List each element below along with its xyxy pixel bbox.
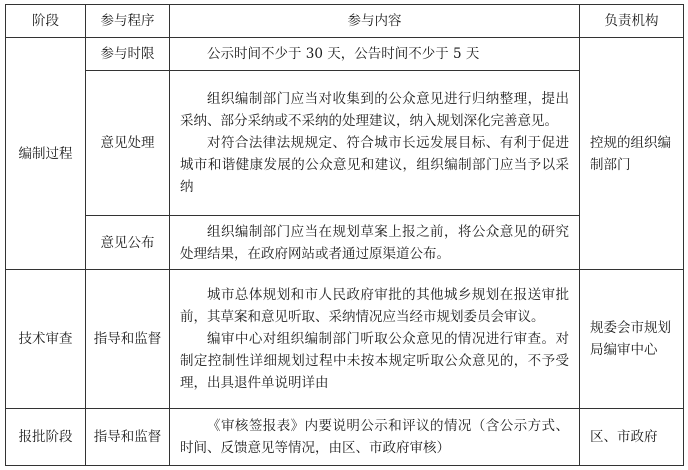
content-cell (170, 38, 580, 70)
content-cell (170, 70, 580, 215)
content-paragraph: 城市总体规划和市人民政府审批的其他城乡规划在报送审批前，其草案和意见听取、采纳情况应当经市规划委员会审议。 (180, 287, 569, 326)
header-procedure: 参与程序 (86, 5, 170, 38)
table-row (6, 38, 684, 70)
header-org: 负责机构 (580, 5, 684, 38)
content-paragraph: 《审核签报表》内要说明公示和评议的情况（含公示方式、时间、反馈意见等情况，由区、市政府审核） (180, 418, 569, 457)
content-cell (170, 270, 580, 409)
procedure-cell: 意见处理 (86, 70, 170, 215)
org-cell: 区、市政府 (580, 409, 684, 466)
stage-cell: 技术审查 (6, 270, 86, 409)
procedure-cell: 指导和监督 (86, 270, 170, 409)
procedure-cell: 意见公布 (86, 215, 170, 269)
content-paragraph: 公示时间不少于 30 天，公告时间不少于 5 天 (207, 45, 480, 62)
header-row (6, 5, 684, 38)
stage-cell: 报批阶段 (6, 409, 86, 466)
content-paragraph: 组织编制部门应当对收集到的公众意见进行归纳整理，提出采纳、部分采纳或不采纳的处理建议，纳入规划深化完善意见。 (180, 90, 569, 129)
participation-table (5, 4, 684, 466)
table-row (6, 270, 684, 409)
org-cell: 控规的组织编制部门 (580, 38, 684, 270)
content-cell (170, 215, 580, 269)
content-paragraph: 对符合法律法规规定、符合城市长远发展目标、有利于促进城市和谐健康发展的公众意见和建议，组织编制部门应当予以采纳 (180, 134, 569, 195)
stage-cell: 编制过程 (6, 38, 86, 270)
header-content: 参与内容 (170, 5, 580, 38)
table-row (6, 409, 684, 466)
content-paragraph: 组织编制部门应当在规划草案上报之前，将公众意见的研究处理结果，在政府网站或者通过原渠道公布。 (180, 223, 569, 262)
procedure-cell: 参与时限 (86, 38, 170, 70)
procedure-cell: 指导和监督 (86, 409, 170, 466)
content-cell (170, 409, 580, 466)
content-paragraph: 编审中心对组织编制部门听取公众意见的情况进行审查。对制定控制性详细规划过程中未按本规定听取公众意见的，不予受理，出具退件单说明详由 (180, 331, 569, 392)
org-cell: 规委会市规划局编审中心 (580, 270, 684, 409)
header-stage: 阶段 (6, 5, 86, 38)
